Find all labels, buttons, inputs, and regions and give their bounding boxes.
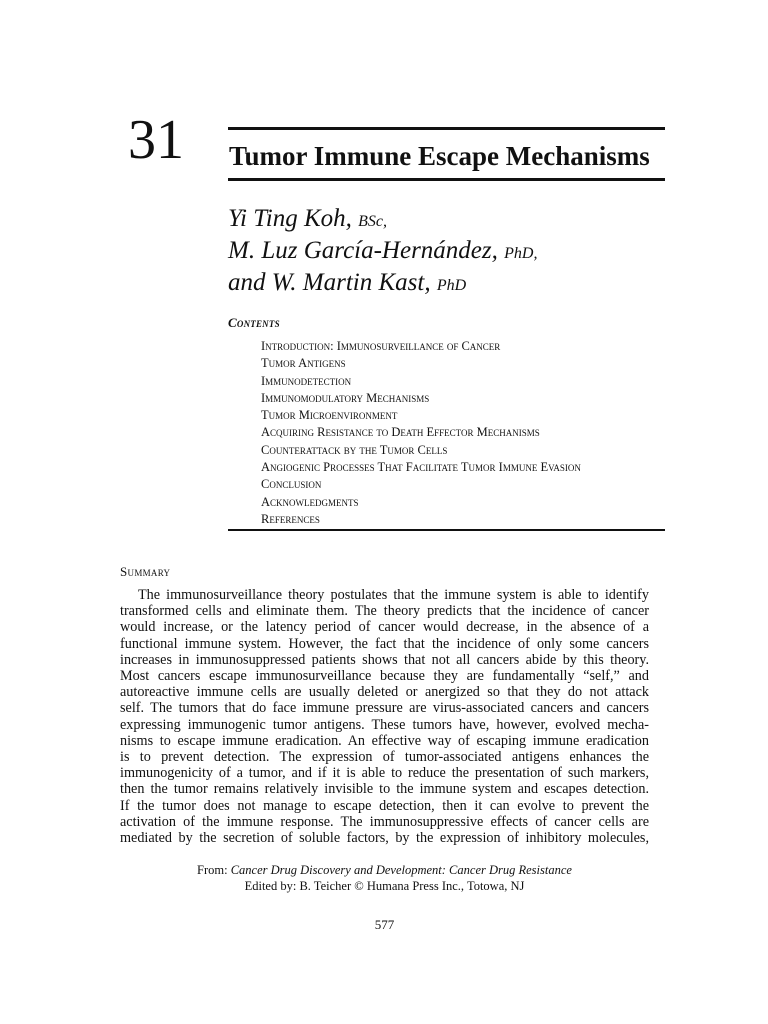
contents-item: Immunomodulatory Mechanisms <box>261 390 430 405</box>
source-line <box>120 862 649 878</box>
contents-item: Immunodetection <box>261 373 352 388</box>
title-rule-bottom <box>228 178 665 181</box>
contents-rule <box>228 529 665 531</box>
author <box>228 204 537 236</box>
chapter-title: Tumor Immune Escape Mechanisms <box>229 141 650 171</box>
book-title: Cancer Drug Discovery and Development: Cancer Drug Resistance <box>230 863 572 877</box>
summary-line: transformed cells and eliminate them. The theory predicts that the incidence of cancer <box>120 603 649 620</box>
summary-heading: Summary <box>120 564 171 579</box>
contents-item: References <box>261 511 320 526</box>
contents-item: Acknowledgments <box>261 494 359 509</box>
contents-item: Counterattack by the Tumor Cells <box>261 442 448 457</box>
contents-item: Conclusion <box>261 477 322 492</box>
summary-line: is to prevent detection. The expression of tumor-associated antigens enhances the <box>120 749 649 766</box>
contents-list <box>261 338 581 528</box>
author-name: M. Luz García-Hernández, <box>228 237 498 264</box>
author-degree: BSc, <box>358 213 388 230</box>
author-name: and W. Martin Kast, <box>228 269 431 296</box>
edited-line: Edited by: B. Teicher © Humana Press Inc., Totowa, NJ <box>244 879 525 893</box>
summary-line: autoreactive immune cells are usually deleted or anergized so that they do not attack <box>120 684 649 701</box>
contents-item: Acquiring Resistance to Death Effector Mechanisms <box>261 425 540 440</box>
summary-line: immunogenicity of a tumor, and if it is able to reduce the presentation of such markers, <box>120 765 649 782</box>
summary-line: then the tumor remains relatively invisible to the immune system and escapes detection. <box>120 781 649 798</box>
summary-line: self. The tumors that do face immune pressure are virus-associated cancers and cancers <box>120 700 649 717</box>
author-list <box>228 204 537 300</box>
author-degree: PhD <box>436 277 467 294</box>
contents-heading: Contents <box>228 315 280 330</box>
contents-item: Tumor Antigens <box>261 356 346 371</box>
summary-line: activation of the immune response. The immunosuppressive effects of cancer cells are <box>120 813 649 830</box>
summary-line: mediated by the secretion of soluble factors, by the expression of inhibitory molecules, <box>120 830 649 847</box>
chapter-number: 31 <box>128 109 184 171</box>
summary-line: Most cancers escape immunosurveillance because they are fundamentally “self,” and <box>120 668 649 685</box>
contents-item: Introduction: Immunosurveillance of Cancer <box>261 339 501 353</box>
author <box>228 236 537 268</box>
summary-line: functional immune system. However, the fact that the incidence of only some cancers <box>120 635 649 652</box>
author-degree: PhD, <box>504 245 538 262</box>
contents-item: Angiogenic Processes That Facilitate Tumor Immune Evasion <box>261 460 581 475</box>
contents-item: Tumor Microenvironment <box>261 408 398 423</box>
summary-line: The immunosurveillance theory postulates that the immune system is able to identify <box>138 587 649 603</box>
summary-line: nisms to escape immune eradication. An effective way of escaping immune eradication <box>120 732 649 749</box>
author <box>228 268 537 300</box>
summary-line: expressing immunogenic tumor antigens. These tumors have, however, evolved mecha- <box>120 716 649 733</box>
footer-source <box>120 862 649 894</box>
summary-line: If the tumor does not manage to escape detection, then it can evolve to prevent the <box>120 797 649 814</box>
summary-line: would increase, or the latency period of cancer would decrease, in the absence of a <box>120 619 649 636</box>
title-rule-top <box>228 127 665 130</box>
summary-body <box>120 587 649 846</box>
from-label: From: <box>197 863 228 877</box>
author-name: Yi Ting Koh, <box>228 205 352 232</box>
summary-line: increases in immunosuppressed patients shows that not all cancers abide by this theory. <box>120 651 649 668</box>
page-number: 577 <box>374 917 395 932</box>
